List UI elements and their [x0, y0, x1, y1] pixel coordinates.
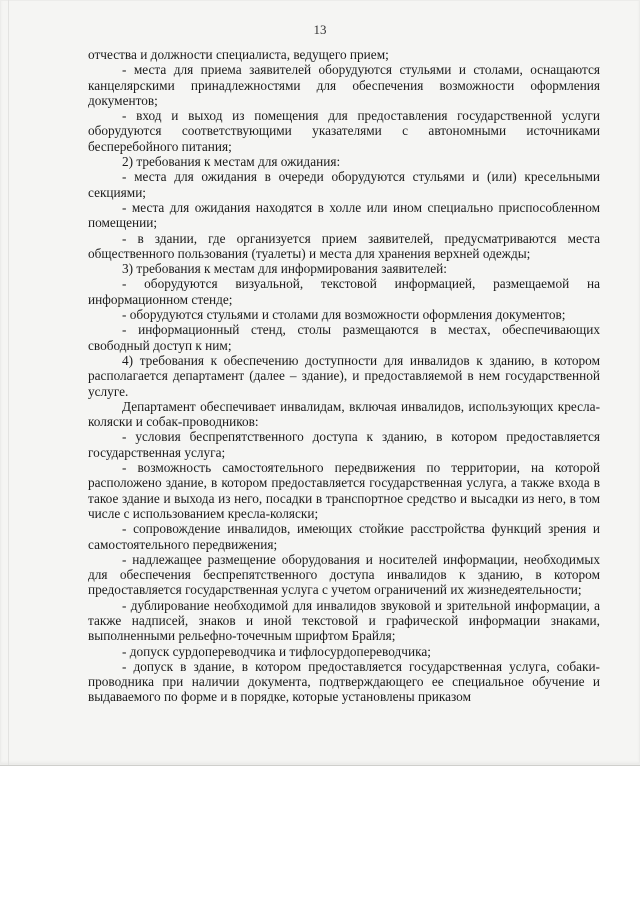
- paragraph: 3) требования к местам для информирования заявителей:: [122, 261, 447, 277]
- paragraph: - вход и выход из помещения для предоставления государственной услуги оборудуются соответствующими указателями с автономными источниками бесперебойного питания;: [88, 108, 600, 154]
- paragraph: 2) требования к местам для ожидания:: [122, 154, 341, 170]
- paragraph: - оборудуются стульями и столами для возможности оформления документов;: [122, 307, 566, 323]
- paragraph: - информационный стенд, столы размещаются в местах, обеспечивающих свободный доступ к ним;: [88, 322, 600, 353]
- paragraph: - оборудуются визуальной, текстовой информацией, размещаемой на информационном стенде;: [88, 276, 600, 307]
- paragraph: - возможность самостоятельного передвижения по территории, на которой расположено здание, в котором предоставляется государственная услуга, а также входа в такое здание и выхода из него, посадки в транспортное средство и высадки из него, в том числе с использованием кресла-коляски;: [88, 460, 600, 521]
- paragraph: - допуск сурдопереводчика и тифлосурдопереводчика;: [122, 643, 431, 659]
- paragraph: - места для приема заявителей оборудуются стульями и столами, оснащаются канцелярскими принадлежностями для обеспечения возможности оформления документов;: [88, 62, 600, 108]
- page-number: 13: [313, 22, 327, 37]
- paragraph: - сопровождение инвалидов, имеющих стойкие расстройства функций зрения и самостоятельного передвижения;: [88, 521, 600, 552]
- paragraph: - надлежащее размещение оборудования и носителей информации, необходимых для обеспечения беспрепятственного доступа инвалидов к зданию, в котором предоставляется государственная услуга с учетом ограничений их жизнедеятельности;: [88, 551, 600, 598]
- scan-edge-line: [8, 0, 9, 765]
- paragraph: 4) требования к обеспечению доступности для инвалидов к зданию, в котором располагается департамент (далее – здание), и предоставляемой в нем государственной услуге.: [88, 352, 600, 399]
- paragraph: - дублирование необходимой для инвалидов звуковой и зрительной информации, а также надписей, знаков и иной текстовой и графической информации знаками, выполненными рельефно-точечным шрифтом Брайля;: [88, 597, 600, 644]
- paragraph: - в здании, где организуется прием заявителей, предусматриваются места общественного пользования (туалеты) и места для хранения верхней одежды;: [88, 230, 600, 261]
- paragraph: - места для ожидания в очереди оборудуются стульями и (или) кресельными секциями;: [88, 169, 600, 200]
- paragraph: Департамент обеспечивает инвалидам, включая инвалидов, использующих кресла-коляски и собак-проводников:: [88, 398, 600, 430]
- blank-area-below-scan: [0, 766, 640, 905]
- document-body: [88, 47, 600, 705]
- paragraph: - места для ожидания находятся в холле или ином специально приспособленном помещении;: [88, 199, 600, 231]
- paragraph: отчества и должности специалиста, ведущего прием;: [88, 47, 389, 62]
- paragraph: - допуск в здание, в котором предоставляется государственная услуга, собаки-проводника при наличии документа, подтверждающего ее специальное обучение и выдаваемого по форме и в порядке, которые установлены приказом: [88, 658, 600, 705]
- paragraph: - условия беспрепятственного доступа к зданию, в котором предоставляется государственная услуга;: [88, 429, 600, 460]
